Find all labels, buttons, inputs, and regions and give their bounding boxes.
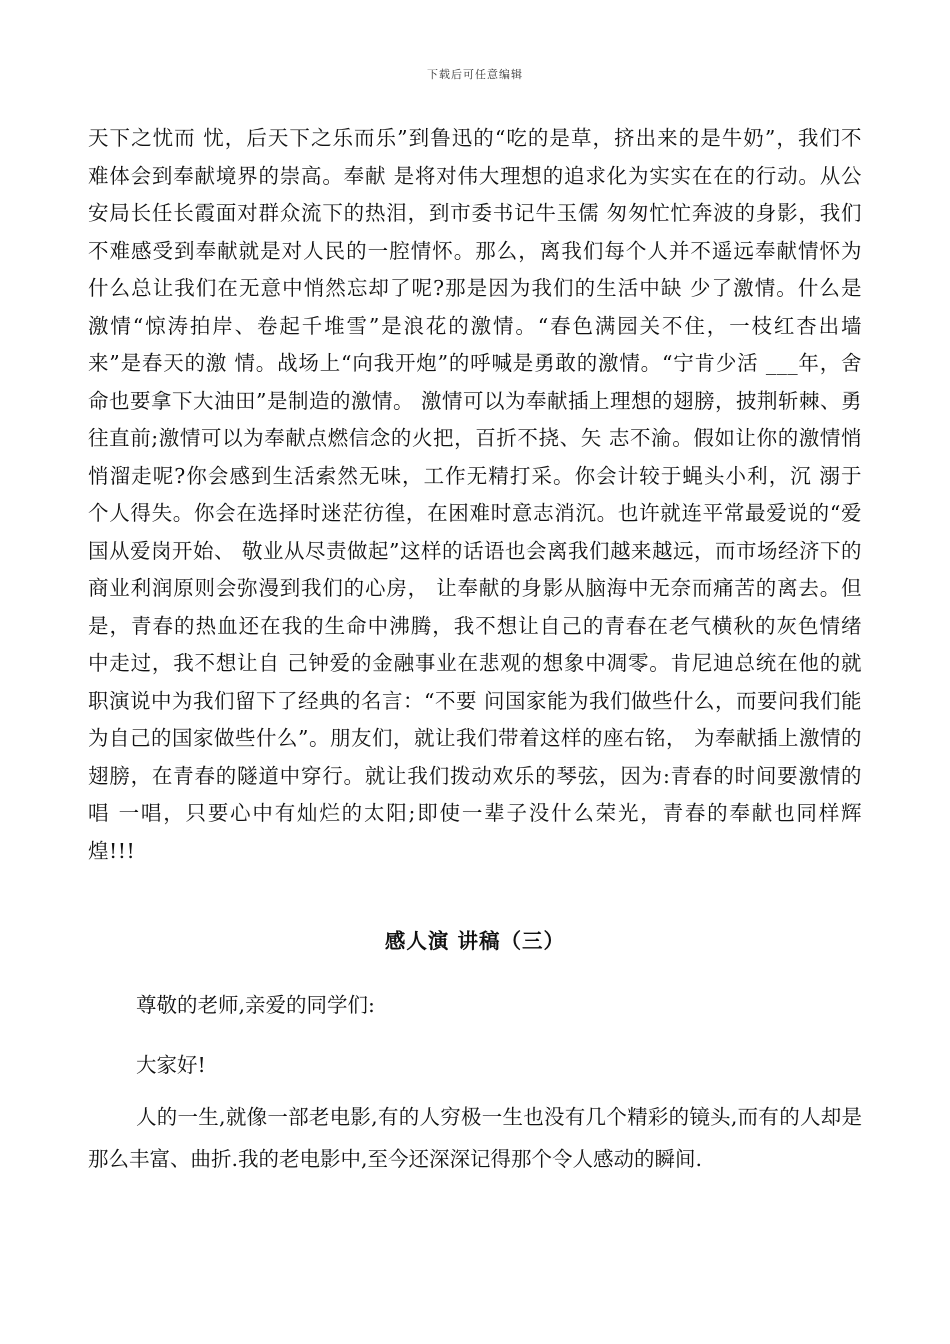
intro-paragraph: 人的一生,就像一部老电影,有的人穷极一生也没有几个精彩的镜头,而有的人却是那么丰富、曲折.我的老电影中,至今还深深记得那个令人感动的瞬间. [88, 1105, 862, 1171]
page-header-note: 下载后可任意编辑 [427, 68, 523, 81]
greeting: 大家好! [136, 1053, 206, 1077]
salutation: 尊敬的老师,亲爱的同学们: [136, 993, 375, 1017]
section-title: 感人演 讲稿（三） [384, 929, 566, 953]
body-paragraph: 天下之忧而 忧，后天下之乐而乐”到鲁迅的“吃的是草，挤出来的是牛奶”，我们不难体会到奉献境界的崇高。奉献 是将对伟大理想的追求化为实实在在的行动。从公安局长任长霞面对群众流下的热泪，到市委书记牛玉儒 匆匆忙忙奔波的身影，我们不难感受到奉献就是对人民的一腔情怀。那么，离我们每个人并不遥远奉献情怀为什么总让我们在无意中悄然忘却了呢?那是因为我们的生活中缺 少了激情。什么是激情“惊涛拍岸、卷起千堆雪”是浪花的激情。“春色满园关不住，一枝红杏出墙来”是春天的激 情。战场上“向我开炮”的呼喊是勇敢的激情。“宁肯少活 ___年，舍命也要拿下大油田”是制造的激情。 激情可以为奉献插上理想的翅膀，披荆斩棘、勇往直前;激情可以为奉献点燃信念的火把，百折不挠、矢 志不渝。假如让你的激情悄悄溜走呢?你会感到生活索然无味，工作无精打采。你会计较于蝇头小利，沉 溺于个人得失。你会在选择时迷茫彷徨，在困难时意志消沉。也许就连平常最爱说的“爱国从爱岗开始、 敬业从尽责做起”这样的话语也会离我们越来越远，而市场经济下的商业利润原则会弥漫到我们的心房， 让奉献的身影从脑海中无奈而痛苦的离去。但是，青春的热血还在我的生命中沸腾，我不想让自己的青春在老气横秋的灰色情绪中走过，我不想让自 己钟爱的金融事业在悲观的想象中凋零。肯尼迪总统在他的就职演说中为我们留下了经典的名言：“不要 问国家能为我们做些什么，而要问我们能为自己的国家做些什么”。朋友们，就让我们带着这样的座右铭， 为奉献插上激情的翅膀，在青春的隧道中穿行。就让我们拨动欢乐的琴弦，因为:青春的时间要激情的唱 一唱，只要心中有灿烂的太阳;即使一辈子没什么荣光，青春的奉献也同样辉煌!!! [88, 126, 862, 863]
